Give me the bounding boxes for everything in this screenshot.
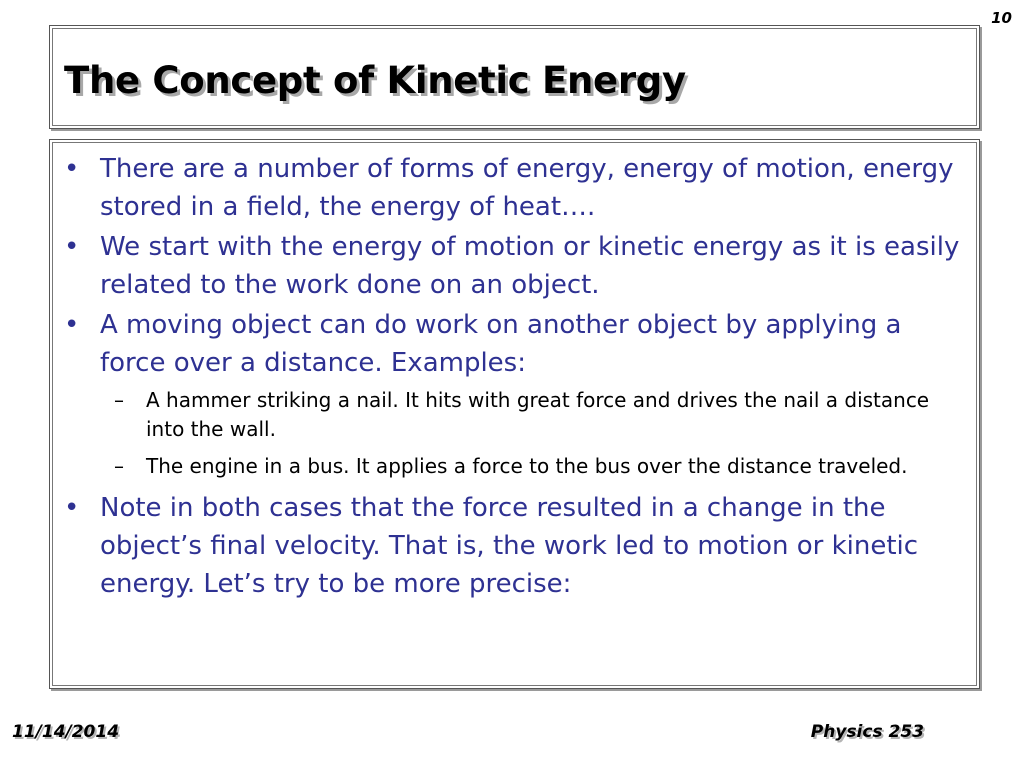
footer-date: 11/14/2014 bbox=[12, 722, 120, 742]
bullet-marker: • bbox=[64, 493, 80, 523]
slide-number: 10 bbox=[991, 9, 1012, 27]
bullet-marker: • bbox=[64, 310, 80, 340]
sub-bullet-item bbox=[50, 452, 965, 481]
bullet-text: We start with the energy of motion or kinetic energy as it is easily related to the work done on an object. bbox=[100, 232, 960, 300]
bullet-text: Note in both cases that the force resulted in a change in the object’s final velocity. That is, the work led to motion or kinetic energy. Let’s try to be more precise: bbox=[100, 493, 919, 599]
sub-bullet-marker: – bbox=[114, 388, 124, 412]
content-frame bbox=[49, 139, 980, 689]
sub-bullet-text: A hammer striking a nail. It hits with great force and drives the nail a distance into the wall. bbox=[146, 388, 930, 441]
sub-bullet-marker: – bbox=[114, 454, 124, 478]
footer-course: Physics 253 bbox=[810, 722, 924, 742]
bullet-item bbox=[50, 150, 965, 226]
bullet-marker: • bbox=[64, 232, 80, 262]
bullet-item bbox=[50, 228, 965, 304]
slide-title: The Concept of Kinetic Energy bbox=[64, 59, 686, 102]
bullet-marker: • bbox=[64, 154, 80, 184]
sub-bullet-item bbox=[50, 386, 965, 444]
sub-bullet-list bbox=[100, 386, 965, 481]
title-frame bbox=[49, 25, 980, 129]
bullet-text: A moving object can do work on another object by applying a force over a distance. Examples: bbox=[100, 310, 902, 378]
sub-bullet-text: The engine in a bus. It applies a force to the bus over the distance traveled. bbox=[146, 454, 908, 478]
bullet-item bbox=[50, 489, 965, 603]
bullet-list bbox=[50, 150, 965, 605]
bullet-text: There are a number of forms of energy, energy of motion, energy stored in a field, the energy of heat…. bbox=[100, 154, 954, 222]
bullet-item bbox=[50, 306, 965, 481]
